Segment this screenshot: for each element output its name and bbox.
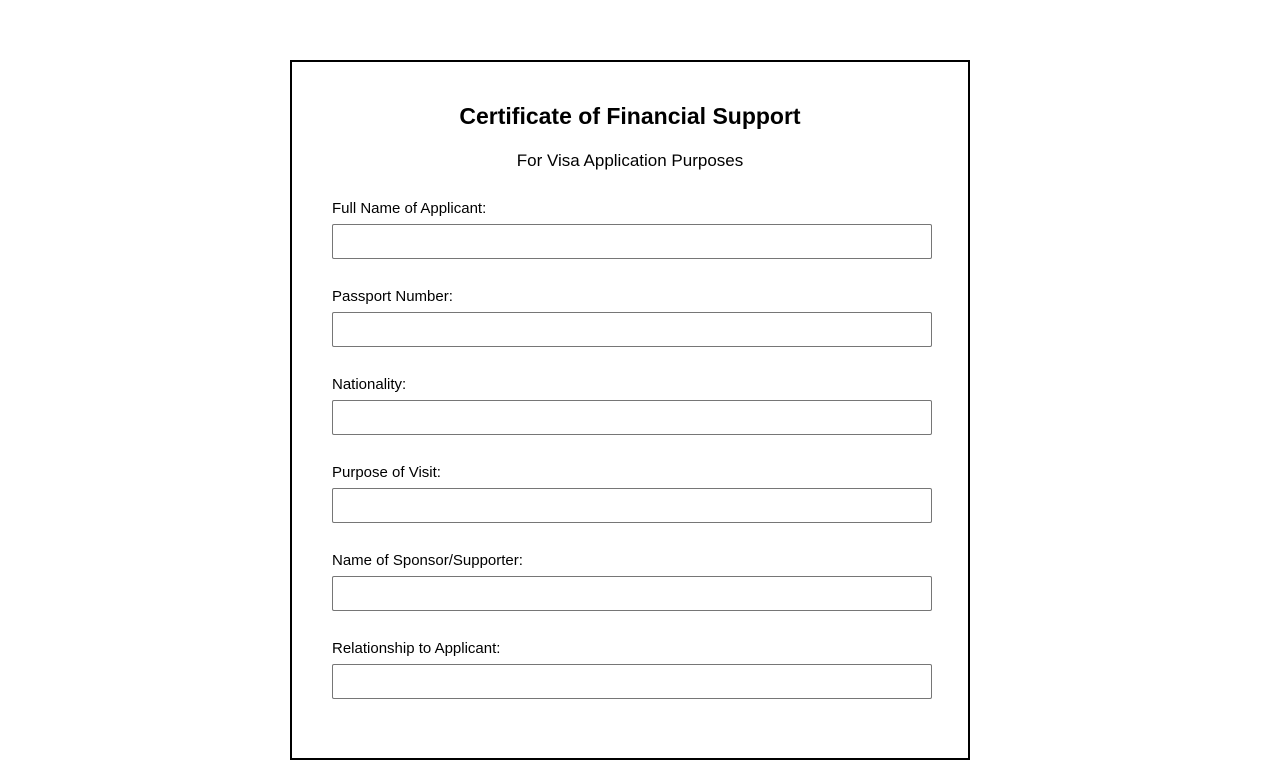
page-title: Certificate of Financial Support bbox=[459, 103, 801, 129]
sponsor-name-label: Name of Sponsor/Supporter: bbox=[332, 552, 523, 569]
applicant-name-input[interactable] bbox=[332, 224, 932, 259]
passport-number-field-group bbox=[332, 288, 932, 347]
relationship-label: Relationship to Applicant: bbox=[332, 640, 501, 657]
page-subtitle: For Visa Application Purposes bbox=[516, 151, 744, 170]
sponsor-name-input[interactable] bbox=[332, 576, 932, 611]
relationship-input[interactable] bbox=[332, 664, 932, 699]
sponsor-name-field-group bbox=[332, 552, 932, 611]
purpose-of-visit-label: Purpose of Visit: bbox=[332, 464, 441, 481]
nationality-label: Nationality: bbox=[332, 376, 407, 393]
passport-number-input[interactable] bbox=[332, 312, 932, 347]
relationship-field-group bbox=[332, 640, 932, 699]
certificate-form-page bbox=[290, 60, 970, 760]
passport-number-label: Passport Number: bbox=[332, 288, 453, 305]
purpose-of-visit-input[interactable] bbox=[332, 488, 932, 523]
purpose-of-visit-field-group bbox=[332, 464, 932, 523]
applicant-name-label: Full Name of Applicant: bbox=[332, 200, 487, 217]
applicant-name-field-group bbox=[332, 200, 932, 259]
nationality-input[interactable] bbox=[332, 400, 932, 435]
nationality-field-group bbox=[332, 376, 932, 435]
